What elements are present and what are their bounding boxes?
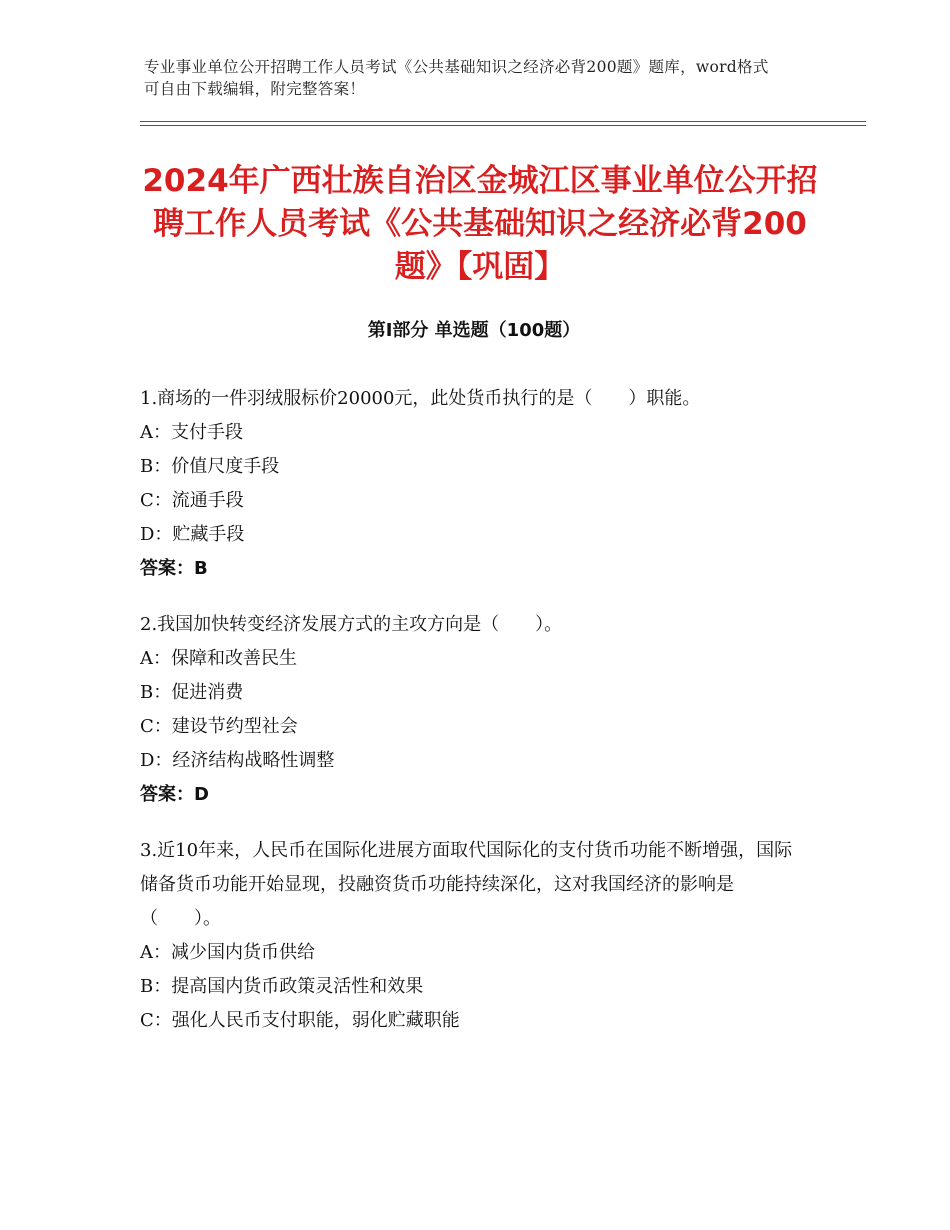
option-a: A：支付手段 (140, 422, 243, 443)
question-list (140, 382, 810, 1060)
header-rule-bottom (140, 125, 866, 126)
question-stem: 3.近10年来，人民币在国际化进展方面取代国际化的支付货币功能不断增强，国际储备货币功能开始显现，投融资货币功能持续深化，这对我国经济的影响是（ ）。 (140, 840, 793, 929)
document-title: 2024年广西壮族自治区金城江区事业单位公开招聘工作人员考试《公共基础知识之经济必背200题》【巩固】 (142, 163, 818, 285)
answer: 答案：D (140, 784, 209, 805)
option-b: B：促进消费 (140, 682, 244, 703)
header-note: 专业事业单位公开招聘工作人员考试《公共基础知识之经济必背200题》题库，word格式可自由下载编辑，附完整答案！ (144, 58, 769, 98)
option-d: D：经济结构战略性调整 (140, 750, 335, 771)
answer: 答案：B (140, 558, 208, 579)
option-a: A：保障和改善民生 (140, 648, 297, 669)
question-stem: 2.我国加快转变经济发展方式的主攻方向是（ ）。 (140, 614, 563, 635)
option-b: B：提高国内货币政策灵活性和效果 (140, 976, 424, 997)
option-c: C：强化人民币支付职能，弱化贮藏职能 (140, 1010, 460, 1031)
question-3 (140, 834, 810, 1038)
question-2 (140, 608, 810, 812)
question-stem: 1.商场的一件羽绒服标价20000元，此处货币执行的是（ ）职能。 (140, 388, 701, 409)
section-heading: 第Ⅰ部分 单选题（100题） (367, 320, 581, 341)
option-a: A：减少国内货币供给 (140, 942, 315, 963)
option-b: B：价值尺度手段 (140, 456, 280, 477)
option-c: C：流通手段 (140, 490, 244, 511)
option-c: C：建设节约型社会 (140, 716, 298, 737)
header-rule-top (140, 121, 866, 122)
option-d: D：贮藏手段 (140, 524, 245, 545)
question-1 (140, 382, 810, 586)
